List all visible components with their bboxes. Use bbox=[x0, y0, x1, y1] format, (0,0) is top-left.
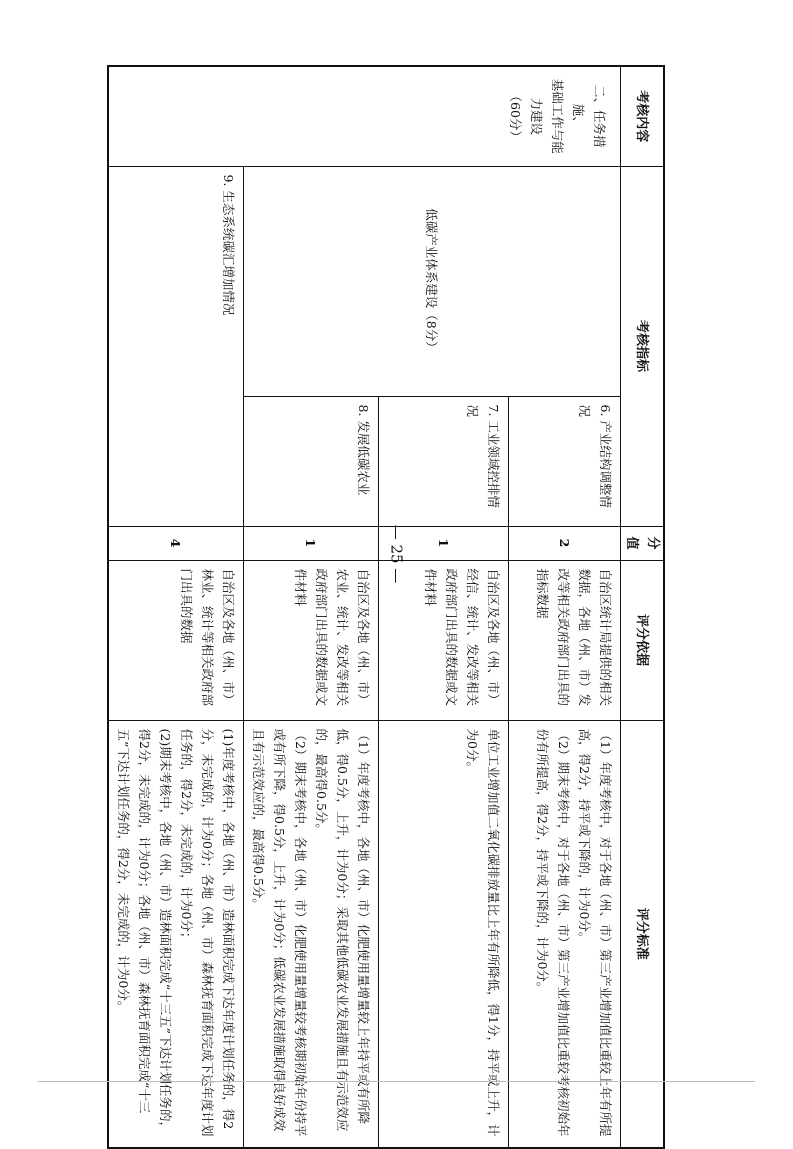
standard-paragraph: （1）年度考核中，对于各地（州、市）第三产业增加值比重较上年有所提高，得2分，持平或下降的，计为0分。 bbox=[577, 728, 613, 1137]
header-basis: 评分依据 bbox=[621, 560, 665, 720]
score-cell: 1 bbox=[244, 526, 379, 560]
header-standard: 评分标准 bbox=[621, 720, 665, 1148]
basis-cell: 自治区及各地（州、市）农业、统计、发改等相关政府部门出具的数据或文件材料 bbox=[244, 560, 379, 720]
standard-paragraph: 单位工业增加值二氧化碳排放量比上年有所降低，得1分，持平或上升，计为0分。 bbox=[465, 728, 501, 1137]
standard-paragraph: （1）年度考核中，各地（州、市）化肥使用量增量较上年持平或有所降低，得0.5分，上升，计为0分；采取其他低碳农业发展措施且有示范效应的，最高得0.5分。 bbox=[314, 728, 371, 1132]
footer-divider bbox=[38, 1081, 755, 1082]
category-cell bbox=[108, 66, 621, 166]
category-line: （60分） bbox=[508, 89, 523, 143]
score-cell: 4 bbox=[108, 526, 244, 560]
indicator-cell: 6. 产业结构调整情况 bbox=[509, 396, 621, 526]
category-line: 力建设 bbox=[529, 97, 544, 135]
header-row bbox=[621, 66, 665, 1148]
standard-cell bbox=[379, 720, 509, 1148]
indicator-cell: 7. 工业领域控排情况 bbox=[379, 396, 509, 526]
assessment-table bbox=[107, 65, 665, 1149]
score-cell: 1 bbox=[379, 526, 509, 560]
header-score: 分值 bbox=[621, 526, 665, 560]
page-number-text: — 25 — bbox=[387, 524, 406, 584]
standard-paragraph: （2）期末考核中，各地（州、市）化肥使用量增量较考核期初始年份持平或有所下降，得0.5分，上升，计为0分；低碳农业发展措施取得良好成效且有示范效应的，最高得0.5分。 bbox=[251, 728, 308, 1137]
header-content: 考核内容 bbox=[621, 66, 665, 166]
basis-cell: 自治区及各地（州、市）林业、统计等相关政府部门出具的数据 bbox=[108, 560, 244, 720]
category-line: 二、任务措施、 bbox=[571, 84, 607, 148]
category-line: 基础工作与能 bbox=[550, 78, 565, 154]
standard-paragraph: (2)期末考核中，各地（州、市）造林面积完成“十三五”下达计划任务的，得2分，未完成的，计为0分；各地（州、市）森林抚育面积完成“十三五”下达计划任务的，得2分，未完成的，计为0分。 bbox=[116, 728, 173, 1135]
basis-cell: 自治区统计局提供的相关数据，各地（州、市）发改等相关政府部门出具的指标数据 bbox=[509, 560, 621, 720]
standard-paragraph: （2）期末考核中，对于各地（州、市）第三产业增加值比重较考核初始年份有所提高，得2分，持平或下降的，计为0分。 bbox=[535, 728, 571, 1137]
standard-cell bbox=[244, 720, 379, 1148]
subcategory-cell: 低碳产业体系建设（8分） bbox=[244, 166, 621, 396]
standard-paragraph: (1)年度考核中，各地（州、市）造林面积完成下达年度计划任务的，得2分，未完成的，计为0分；各地（州、市）森林抚育面积完成下达年度计划任务的，得2分，未完成的，计为0分； bbox=[179, 728, 236, 1137]
table-row bbox=[108, 66, 244, 1148]
indicator-cell: 9. 生态系统碳汇增加情况 bbox=[108, 166, 244, 526]
basis-cell: 自治区及各地（州、市）经信、统计、发改等相关政府部门出具的数据或文件材料 bbox=[379, 560, 509, 720]
standard-cell bbox=[509, 720, 621, 1148]
indicator-cell: 8. 发展低碳农业 bbox=[244, 396, 379, 526]
rotated-table-container bbox=[116, 65, 665, 1147]
standard-cell bbox=[108, 720, 244, 1148]
header-indicator: 考核指标 bbox=[621, 166, 665, 526]
score-cell: 2 bbox=[509, 526, 621, 560]
table-row bbox=[509, 66, 621, 1148]
